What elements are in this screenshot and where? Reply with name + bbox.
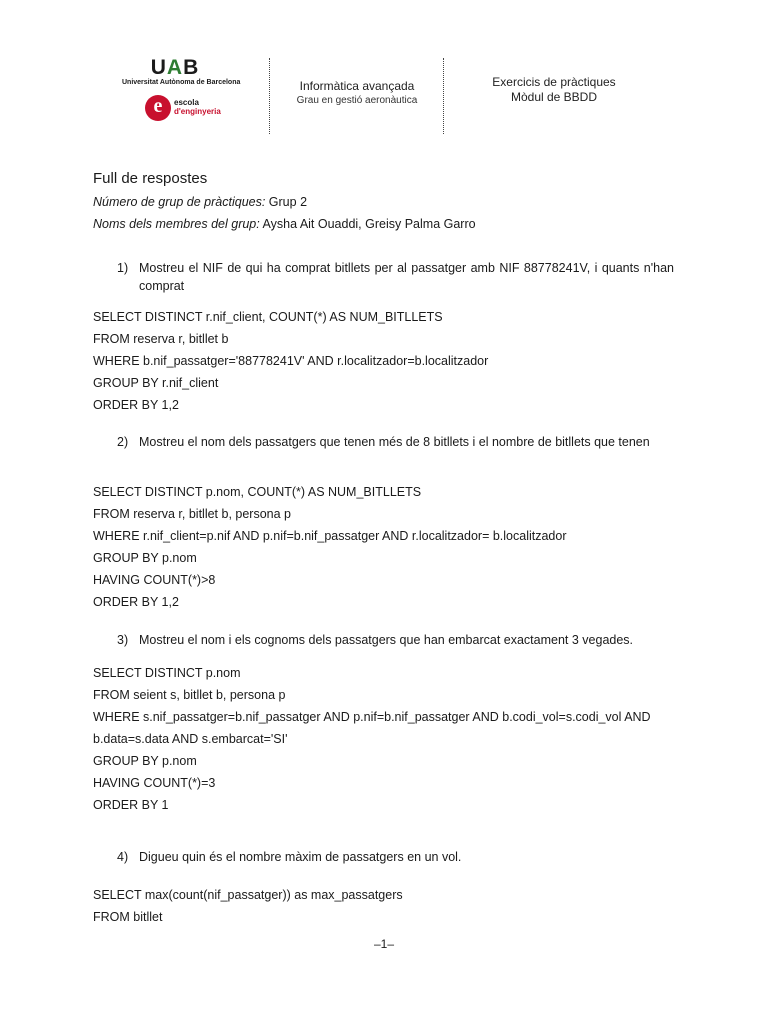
- sql-line: b.data=s.data AND s.embarcat='SI': [93, 732, 288, 746]
- sql-line: SELECT DISTINCT r.nif_client, COUNT(*) AS NUM_BITLLETS: [93, 310, 443, 324]
- sql-line: HAVING COUNT(*)>8: [93, 573, 216, 587]
- sql-line: WHERE r.nif_client=p.nif AND p.nif=b.nif_passatger AND r.localitzador= b.localitzador: [93, 529, 567, 543]
- sql-line: FROM bitllet: [93, 910, 163, 924]
- exercise-info: [446, 75, 662, 105]
- group-number: [93, 195, 307, 209]
- sql-line: FROM reserva r, bitllet b: [93, 332, 229, 346]
- header-divider-left: [269, 58, 270, 134]
- uab-name: Universitat Autònoma de Barcelona: [122, 79, 241, 86]
- exercise-line-1: Exercicis de pràctiques: [492, 75, 616, 89]
- exercise-line-2: Mòdul de BBDD: [510, 90, 598, 104]
- sql-line: FROM reserva r, bitllet b, persona p: [93, 507, 291, 521]
- sql-answer-2: [93, 481, 693, 613]
- sql-line: ORDER BY 1,2: [93, 595, 179, 609]
- members-label: Noms dels membres del grup:: [93, 217, 260, 231]
- sql-line: ORDER BY 1: [93, 798, 169, 812]
- uab-wordmark: UAB: [150, 56, 200, 79]
- sql-line: SELECT DISTINCT p.nom: [93, 666, 241, 680]
- sql-line: FROM seient s, bitllet b, persona p: [93, 688, 286, 702]
- sql-line: SELECT DISTINCT p.nom, COUNT(*) AS NUM_BITLLETS: [93, 485, 422, 499]
- group-members: [93, 217, 476, 231]
- question-text: Mostreu el NIF de qui ha comprat bitllets per al passatger amb NIF 88778241V, i quants n'han comprat: [139, 261, 674, 293]
- question-4: [117, 849, 674, 867]
- sql-line: WHERE s.nif_passatger=b.nif_passatger AND p.nif=b.nif_passatger AND b.codi_vol=s.codi_vol AND: [93, 710, 651, 724]
- sql-line: HAVING COUNT(*)=3: [93, 776, 216, 790]
- sql-answer-3: [93, 662, 693, 816]
- members-value: Aysha Ait Ouaddi, Greisy Palma Garro: [259, 217, 476, 231]
- page-number: –1–: [373, 937, 395, 951]
- escola-enginyeria-logo: [145, 95, 245, 129]
- eng-logo-text: escola d'enginyeria: [174, 98, 221, 116]
- question-number: 2): [117, 435, 129, 449]
- sql-line: GROUP BY r.nif_client: [93, 376, 219, 390]
- course-title: Informàtica avançada: [299, 79, 415, 93]
- question-number: 1): [117, 261, 129, 275]
- course-info: [272, 78, 442, 107]
- eng-logo-letter: e: [145, 95, 171, 121]
- sql-line: WHERE b.nif_passatger='88778241V' AND r.localitzador=b.localitzador: [93, 354, 489, 368]
- sql-line: GROUP BY p.nom: [93, 754, 197, 768]
- question-number: 3): [117, 633, 129, 647]
- question-3: [117, 632, 674, 650]
- course-subtitle: Grau en gestió aeronàutica: [296, 95, 418, 106]
- page-title: Full de respostes: [93, 170, 208, 187]
- question-1: [117, 260, 674, 295]
- sql-answer-4: [93, 884, 693, 928]
- question-text: Mostreu el nom i els cognoms dels passatgers que han embarcat exactament 3 vegades.: [139, 633, 634, 647]
- question-number: 4): [117, 850, 129, 864]
- group-label: Número de grup de pràctiques:: [93, 195, 266, 209]
- header-divider-right: [443, 58, 444, 134]
- question-text: Mostreu el nom dels passatgers que tenen més de 8 bitllets i el nombre de bitllets que tenen: [139, 435, 650, 449]
- question-2: [117, 434, 674, 452]
- sql-line: SELECT max(count(nif_passatger)) as max_passatgers: [93, 888, 403, 902]
- sql-line: ORDER BY 1,2: [93, 398, 179, 412]
- sql-answer-1: [93, 306, 693, 416]
- question-text: Digueu quin és el nombre màxim de passatgers en un vol.: [139, 850, 462, 864]
- group-value: Grup 2: [265, 195, 308, 209]
- uab-logo: [122, 56, 241, 86]
- sql-line: GROUP BY p.nom: [93, 551, 197, 565]
